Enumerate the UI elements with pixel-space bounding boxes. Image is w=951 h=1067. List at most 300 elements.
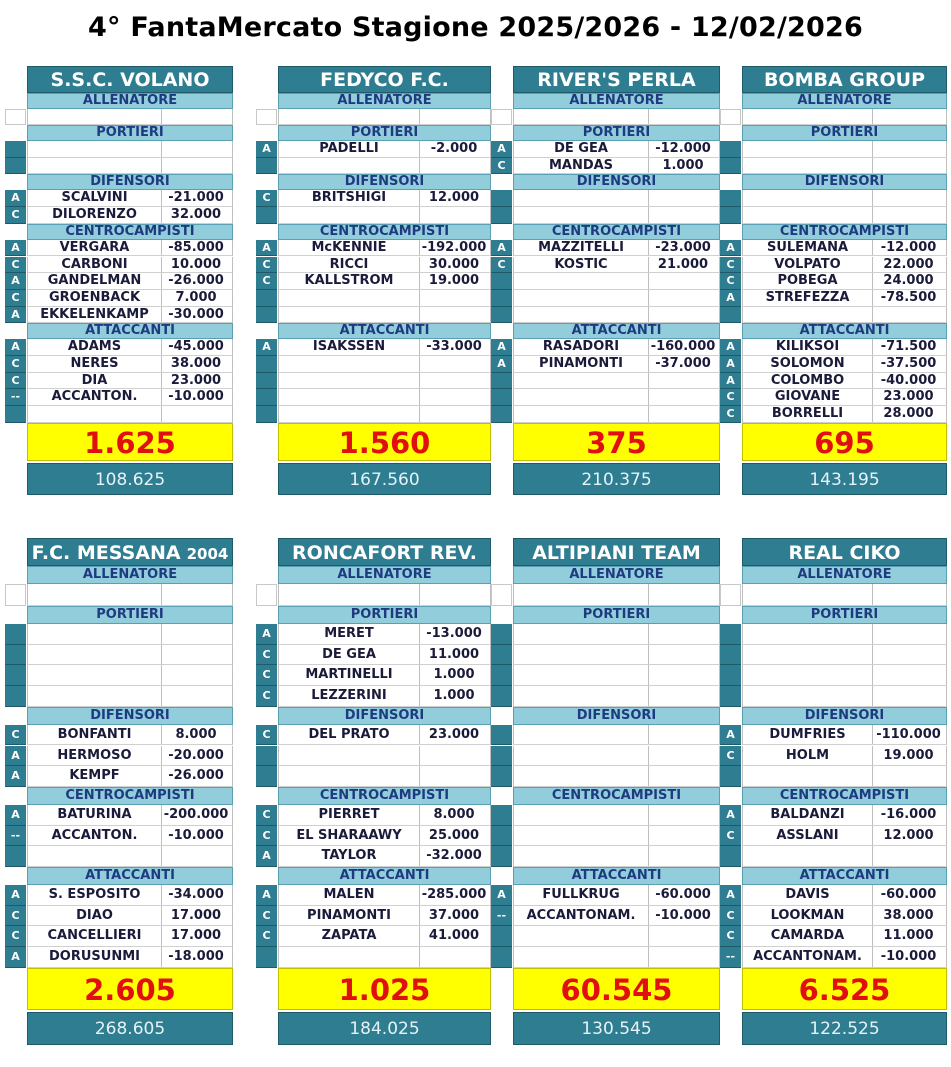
player-name: GROENBACK xyxy=(28,290,162,306)
section-header-mid: CENTROCAMPISTI xyxy=(278,224,491,240)
role-code-badge: A xyxy=(491,141,512,158)
role-code-badge: A xyxy=(720,339,741,356)
player-value: 41.000 xyxy=(428,928,480,944)
role-code-cell xyxy=(491,725,512,746)
empty-row xyxy=(513,746,720,767)
player-name: BRITSHIGI xyxy=(279,190,420,206)
empty-row xyxy=(278,406,491,423)
player-name: KEMPF xyxy=(28,766,162,786)
player-value: -26.000 xyxy=(168,768,224,784)
player-row xyxy=(742,257,947,274)
role-code-badge: C xyxy=(256,926,277,947)
spent-total: 1.625 xyxy=(27,423,233,461)
role-code-badge: A xyxy=(256,339,277,356)
empty-row xyxy=(278,356,491,373)
section-header-att: ATTACCANTI xyxy=(513,323,720,339)
section-header-mid: CENTROCAMPISTI xyxy=(513,224,720,240)
player-name: SULEMANA xyxy=(743,240,873,256)
empty-row xyxy=(278,290,491,307)
player-name-cell xyxy=(28,846,162,866)
role-code-badge: C xyxy=(720,406,741,423)
team-name-text: S.S.C. VOLANO xyxy=(50,69,210,91)
player-row xyxy=(278,926,491,947)
player-name-cell xyxy=(279,389,420,405)
role-code-badge: C xyxy=(256,725,277,746)
player-row xyxy=(742,373,947,390)
role-code-badge: A xyxy=(256,240,277,257)
player-name: DIAO xyxy=(28,906,162,926)
role-code-badge: -- xyxy=(720,947,741,968)
player-name-cell xyxy=(28,406,162,422)
role-code-cell xyxy=(5,109,26,125)
empty-row xyxy=(27,406,233,423)
player-row xyxy=(513,885,720,906)
player-value: -12.000 xyxy=(655,141,711,156)
player-row xyxy=(278,273,491,290)
empty-row xyxy=(278,389,491,406)
player-row xyxy=(513,906,720,927)
empty-row xyxy=(278,207,491,224)
role-code-cell xyxy=(491,846,512,867)
role-code-badge: C xyxy=(256,257,277,274)
role-code-cell xyxy=(720,584,741,606)
section-header-att: ATTACCANTI xyxy=(513,867,720,885)
empty-row xyxy=(513,665,720,686)
player-row xyxy=(513,240,720,257)
section-header-gk: PORTIERI xyxy=(278,125,491,141)
player-value: 24.000 xyxy=(883,273,934,289)
player-value: 22.000 xyxy=(883,256,934,272)
player-row xyxy=(278,906,491,927)
player-name-cell xyxy=(514,645,649,665)
role-code-cell xyxy=(491,766,512,787)
player-name: DUMFRIES xyxy=(743,725,873,745)
role-code-cell xyxy=(491,926,512,947)
player-row xyxy=(278,339,491,356)
remaining-budget: 210.375 xyxy=(513,463,720,495)
empty-row xyxy=(513,373,720,390)
player-name-cell xyxy=(743,645,873,665)
player-name-cell xyxy=(279,584,420,605)
role-code-cell xyxy=(720,158,741,175)
role-code-cell xyxy=(720,846,741,867)
section-header-gk: PORTIERI xyxy=(278,606,491,624)
section-header-gk: PORTIERI xyxy=(513,125,720,141)
player-row xyxy=(742,906,947,927)
player-name: ISAKSSEN xyxy=(279,339,420,355)
section-header-def: DIFENSORI xyxy=(27,174,233,190)
spent-total: 60.545 xyxy=(513,968,720,1010)
player-row xyxy=(742,746,947,767)
role-code-cell xyxy=(256,406,277,423)
player-value: -60.000 xyxy=(655,887,711,902)
empty-row xyxy=(742,207,947,224)
role-code-badge: A xyxy=(5,339,26,356)
role-code-cell xyxy=(256,290,277,307)
player-name: ACCANTON. xyxy=(28,826,162,846)
player-name-cell xyxy=(514,746,649,766)
player-name: HOLM xyxy=(743,746,873,766)
role-code-cell xyxy=(5,645,26,666)
empty-row xyxy=(278,373,491,390)
spent-total: 6.525 xyxy=(742,968,947,1010)
player-row xyxy=(742,947,947,968)
role-code-badge: A xyxy=(491,240,512,257)
player-name-cell xyxy=(743,207,873,223)
role-code-badge: A xyxy=(5,885,26,906)
role-code-badge: A xyxy=(256,141,277,158)
player-name-cell xyxy=(514,665,649,685)
player-value: -285.000 xyxy=(421,887,487,902)
player-row xyxy=(278,141,491,158)
player-value: 38.000 xyxy=(170,356,222,371)
player-row xyxy=(27,885,233,906)
player-name-cell xyxy=(514,805,649,825)
role-code-badge: C xyxy=(720,273,741,290)
team-name xyxy=(27,538,233,566)
section-header-mid: CENTROCAMPISTI xyxy=(27,224,233,240)
player-value: 11.000 xyxy=(883,928,934,944)
section-header-coach: ALLENATORE xyxy=(27,93,233,109)
player-value: -37.000 xyxy=(655,356,711,371)
player-name-cell xyxy=(514,290,649,306)
section-header-gk: PORTIERI xyxy=(27,606,233,624)
role-code-badge: C xyxy=(5,356,26,373)
player-row xyxy=(278,240,491,257)
player-row xyxy=(513,356,720,373)
player-name: KOSTIC xyxy=(514,257,649,273)
empty-row xyxy=(278,158,491,175)
role-code-cell xyxy=(491,109,512,125)
remaining-budget: 122.525 xyxy=(742,1012,947,1045)
player-value: -45.000 xyxy=(168,339,224,355)
role-code-cell xyxy=(256,389,277,406)
role-code-cell xyxy=(256,766,277,787)
player-name: MALEN xyxy=(279,885,420,905)
role-code-cell xyxy=(256,373,277,390)
role-code-cell xyxy=(491,686,512,707)
player-name: CAMARDA xyxy=(743,926,873,946)
remaining-budget: 108.625 xyxy=(27,463,233,495)
player-value: -71.500 xyxy=(880,339,937,355)
empty-row xyxy=(513,686,720,707)
player-row xyxy=(742,356,947,373)
empty-row xyxy=(27,645,233,666)
empty-row xyxy=(742,141,947,158)
role-code-cell xyxy=(256,207,277,224)
player-name-cell xyxy=(28,584,162,605)
player-value: 12.000 xyxy=(883,827,934,843)
empty-row xyxy=(278,307,491,324)
player-name-cell xyxy=(514,207,649,223)
role-code-cell xyxy=(720,207,741,224)
player-name-cell xyxy=(514,190,649,206)
player-name-cell xyxy=(743,686,873,706)
player-name: ACCANTONAM. xyxy=(514,906,649,926)
player-value: -110.000 xyxy=(876,726,941,742)
player-value: 1.000 xyxy=(433,667,475,683)
empty-row xyxy=(742,158,947,175)
player-value: 8.000 xyxy=(175,726,217,742)
player-name-cell xyxy=(28,645,162,665)
player-name-cell xyxy=(743,141,873,157)
role-code-badge: A xyxy=(720,725,741,746)
empty-row xyxy=(513,109,720,125)
player-row xyxy=(742,290,947,307)
player-row xyxy=(742,885,947,906)
team-name-text: F.C. MESSANA xyxy=(31,542,181,564)
section-header-gk: PORTIERI xyxy=(27,125,233,141)
role-code-cell xyxy=(5,846,26,867)
player-name-cell xyxy=(279,406,420,422)
section-header-mid: CENTROCAMPISTI xyxy=(278,787,491,805)
player-value: -192.000 xyxy=(421,239,487,255)
player-row xyxy=(278,846,491,867)
player-name: COLOMBO xyxy=(743,373,873,389)
player-value: -23.000 xyxy=(655,239,711,255)
team-name-text: FEDYCO F.C. xyxy=(320,69,449,91)
player-name: VERGARA xyxy=(28,240,162,256)
player-name: EKKELENKAMP xyxy=(28,307,162,323)
player-name-cell xyxy=(514,846,649,866)
role-code-cell xyxy=(491,273,512,290)
player-row xyxy=(27,926,233,947)
player-row xyxy=(27,766,233,787)
section-header-def: DIFENSORI xyxy=(742,174,947,190)
role-code-badge: A xyxy=(5,746,26,767)
player-name-cell xyxy=(514,273,649,289)
player-name: ASSLANI xyxy=(743,826,873,846)
empty-row xyxy=(513,725,720,746)
role-code-badge: C xyxy=(5,257,26,274)
player-row xyxy=(278,624,491,645)
player-row xyxy=(27,207,233,224)
section-header-coach: ALLENATORE xyxy=(278,93,491,109)
section-header-mid: CENTROCAMPISTI xyxy=(742,224,947,240)
player-row xyxy=(742,389,947,406)
player-value: -78.500 xyxy=(880,289,937,305)
player-row xyxy=(742,805,947,826)
player-name: ZAPATA xyxy=(279,926,420,946)
player-row xyxy=(27,373,233,390)
player-name-cell xyxy=(514,389,649,405)
player-name-cell xyxy=(514,926,649,946)
role-code-badge: -- xyxy=(5,826,26,847)
player-row xyxy=(278,645,491,666)
role-code-cell xyxy=(720,624,741,645)
player-row xyxy=(27,906,233,927)
role-code-cell xyxy=(491,665,512,686)
empty-row xyxy=(513,190,720,207)
player-name-cell xyxy=(279,109,420,124)
player-name: GANDELMAN xyxy=(28,273,162,289)
player-value: 30.000 xyxy=(428,256,480,272)
player-value: -160.000 xyxy=(650,339,716,355)
section-header-att: ATTACCANTI xyxy=(742,323,947,339)
role-code-badge: -- xyxy=(491,906,512,927)
role-code-badge: A xyxy=(256,846,277,867)
player-name: HERMOSO xyxy=(28,746,162,766)
role-code-badge: A xyxy=(720,240,741,257)
player-name-cell xyxy=(279,207,420,223)
role-code-badge: -- xyxy=(5,389,26,406)
player-value: 10.000 xyxy=(170,256,222,272)
empty-row xyxy=(742,686,947,707)
player-name: BORRELLI xyxy=(743,406,873,422)
player-name-cell xyxy=(514,725,649,745)
player-row xyxy=(513,158,720,175)
empty-row xyxy=(278,109,491,125)
player-row xyxy=(27,805,233,826)
player-value: 23.000 xyxy=(428,726,480,742)
player-name: SOLOMON xyxy=(743,356,873,372)
player-value: 28.000 xyxy=(883,406,934,422)
role-code-cell xyxy=(720,686,741,707)
role-code-badge: C xyxy=(491,158,512,175)
section-header-def: DIFENSORI xyxy=(513,174,720,190)
player-name-cell xyxy=(514,373,649,389)
empty-row xyxy=(513,307,720,324)
player-value: 1.000 xyxy=(662,157,704,173)
role-code-cell xyxy=(256,947,277,968)
empty-row xyxy=(513,207,720,224)
role-code-badge: A xyxy=(720,885,741,906)
player-row xyxy=(278,257,491,274)
role-code-badge: C xyxy=(256,665,277,686)
player-name: FULLKRUG xyxy=(514,885,649,905)
role-code-cell xyxy=(491,389,512,406)
player-name-cell xyxy=(279,158,420,174)
role-code-badge: C xyxy=(5,926,26,947)
player-row xyxy=(278,885,491,906)
section-header-coach: ALLENATORE xyxy=(27,566,233,584)
player-name: DE GEA xyxy=(279,645,420,665)
player-name-cell xyxy=(279,307,420,323)
role-code-badge: A xyxy=(720,356,741,373)
empty-row xyxy=(278,584,491,606)
role-code-cell xyxy=(5,665,26,686)
player-row xyxy=(278,826,491,847)
player-value: 17.000 xyxy=(170,928,222,944)
empty-row xyxy=(742,665,947,686)
player-value: -30.000 xyxy=(168,306,224,322)
player-name-cell xyxy=(743,109,873,124)
role-code-cell xyxy=(5,406,26,423)
role-code-badge: A xyxy=(5,805,26,826)
spent-total: 375 xyxy=(513,423,720,461)
role-code-cell xyxy=(5,158,26,175)
player-name: MERET xyxy=(279,624,420,644)
player-value: 21.000 xyxy=(657,256,709,272)
section-header-gk: PORTIERI xyxy=(513,606,720,624)
role-code-cell xyxy=(491,746,512,767)
player-row xyxy=(742,406,947,423)
player-name: PINAMONTI xyxy=(514,356,649,372)
player-value: 25.000 xyxy=(428,827,480,843)
team-name-text: RONCAFORT REV. xyxy=(292,542,477,564)
empty-row xyxy=(27,846,233,867)
role-code-badge: C xyxy=(256,826,277,847)
empty-row xyxy=(27,584,233,606)
player-name: LOOKMAN xyxy=(743,906,873,926)
section-header-att: ATTACCANTI xyxy=(742,867,947,885)
player-name-cell xyxy=(743,665,873,685)
player-name-cell xyxy=(743,190,873,206)
player-name-cell xyxy=(279,766,420,786)
role-code-cell xyxy=(491,584,512,606)
team-name xyxy=(27,66,233,93)
role-code-badge: A xyxy=(5,273,26,290)
player-name-cell xyxy=(514,584,649,605)
player-value: -18.000 xyxy=(168,949,224,965)
section-header-def: DIFENSORI xyxy=(278,174,491,190)
player-name-cell xyxy=(743,307,873,323)
role-code-cell xyxy=(720,665,741,686)
empty-row xyxy=(278,746,491,767)
player-row xyxy=(513,257,720,274)
player-value: -10.000 xyxy=(655,907,711,923)
player-name: TAYLOR xyxy=(279,846,420,866)
role-code-badge: A xyxy=(720,290,741,307)
empty-row xyxy=(513,389,720,406)
player-value: 37.000 xyxy=(428,907,480,923)
remaining-budget: 268.605 xyxy=(27,1012,233,1045)
player-value: -10.000 xyxy=(880,949,937,965)
role-code-cell xyxy=(491,624,512,645)
player-row xyxy=(742,240,947,257)
player-name: STREFEZZA xyxy=(743,290,873,306)
player-name: BONFANTI xyxy=(28,725,162,745)
spent-total: 1.025 xyxy=(278,968,491,1010)
player-name: BALDANZI xyxy=(743,805,873,825)
player-value: -200.000 xyxy=(163,806,229,822)
empty-row xyxy=(27,141,233,158)
player-name-cell xyxy=(279,746,420,766)
team-name-text: RIVER'S PERLA xyxy=(537,69,696,91)
player-row xyxy=(742,826,947,847)
player-value: -20.000 xyxy=(168,747,224,763)
role-code-cell xyxy=(491,373,512,390)
empty-row xyxy=(278,947,491,968)
team-name xyxy=(513,66,720,93)
player-name: CARBONI xyxy=(28,257,162,273)
player-name: MARTINELLI xyxy=(279,665,420,685)
role-code-badge: A xyxy=(491,356,512,373)
player-value: -2.000 xyxy=(430,141,478,156)
empty-row xyxy=(513,406,720,423)
role-code-badge: A xyxy=(256,624,277,645)
player-row xyxy=(278,725,491,746)
role-code-badge: A xyxy=(5,307,26,324)
player-name-cell xyxy=(28,109,162,124)
player-row xyxy=(742,273,947,290)
player-value: -32.000 xyxy=(426,848,482,864)
player-name-cell xyxy=(279,947,420,967)
section-header-att: ATTACCANTI xyxy=(27,323,233,339)
role-code-cell xyxy=(256,356,277,373)
spent-total: 1.560 xyxy=(278,423,491,461)
team-name xyxy=(742,538,947,566)
team-name-text: ALTIPIANI TEAM xyxy=(532,542,701,564)
role-code-cell xyxy=(5,686,26,707)
role-code-cell xyxy=(491,290,512,307)
player-row xyxy=(27,746,233,767)
player-row xyxy=(27,826,233,847)
player-row xyxy=(513,339,720,356)
empty-row xyxy=(513,766,720,787)
empty-row xyxy=(513,846,720,867)
player-row xyxy=(27,339,233,356)
